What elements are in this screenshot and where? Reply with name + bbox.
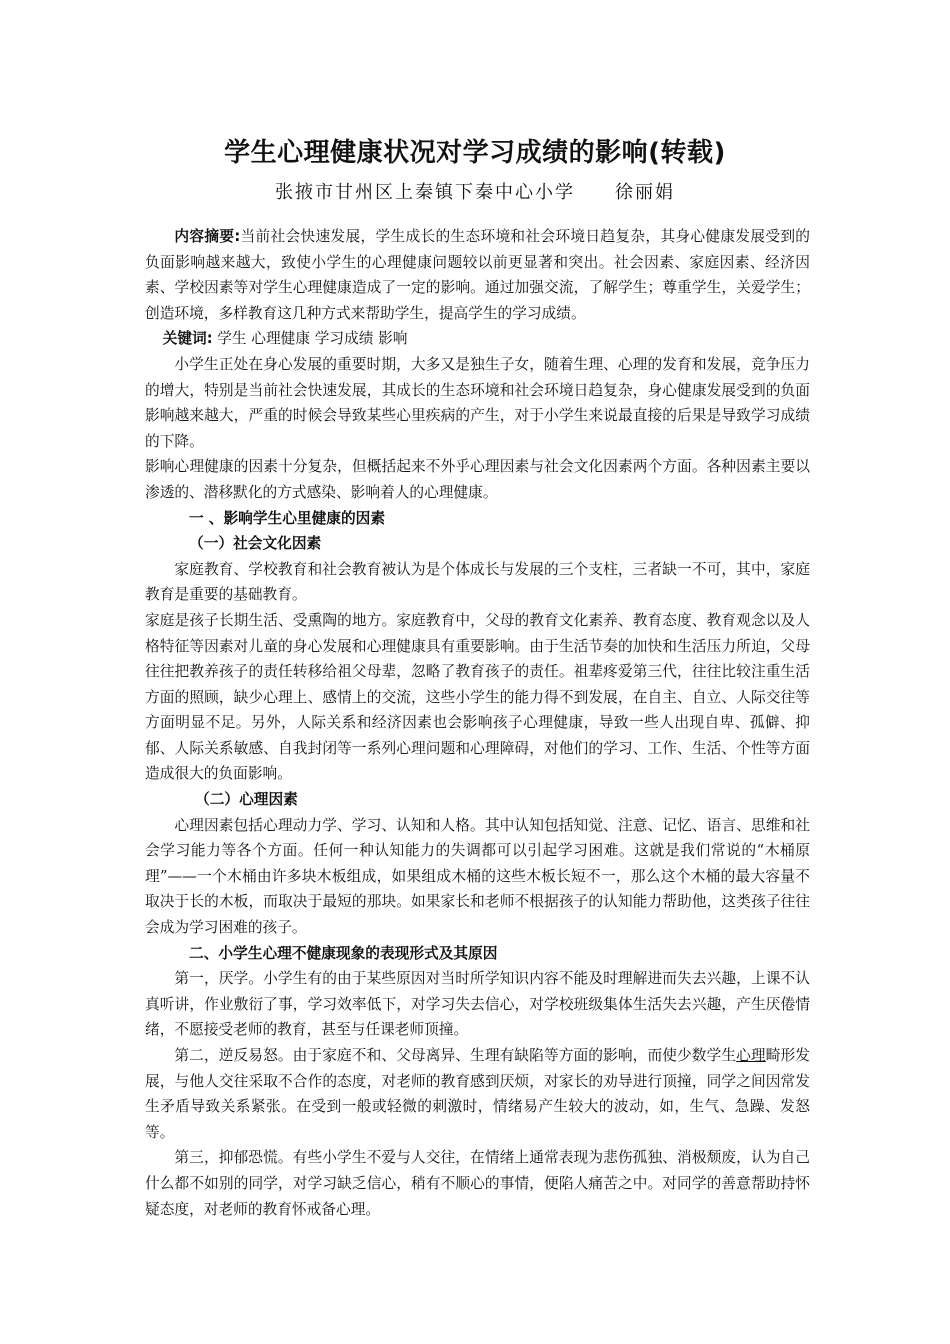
section1-paragraph-b: 家庭是孩子长期生活、受熏陶的地方。家庭教育中，父母的教育文化素养、教育态度、教育观念以及人格特征等因素对儿童的身心发展和心理健康具有重要影响。由于生活节奏的加快和生活压力所迫，父母往往把教养孩子的责任转移给祖父母辈，忽略了教育孩子的责任。祖辈疼爱第三代，往往比较注重生活方面的照顾，缺少心理上、感情上的交流，这些小学生的能力得不到发展，在自主、自立、人际交往等方面明显不足。另外，人际关系和经济因素也会影响孩子心理健康，导致一些人出现自卑、孤僻、抑郁、人际关系敏感、自我封闭等一系列心理问题和心理障碍，对他们的学习、工作、生活、个性等方面造成很大的负面影响。 bbox=[145, 611, 810, 783]
document-title: 学生心理健康状况对学习成绩的影响(转载) bbox=[224, 138, 726, 168]
subsection-heading-1: （一）社会文化因素 bbox=[189, 535, 322, 553]
abstract-text: 当前社会快速发展，学生成长的生态环境和社会环境日趋复杂，其身心健康发展受到的负面影响越来越大，致使小学生的心理健康问题较以前更显著和突出。社会因素、家庭因素、经济因素、学校因素等对学生心理健康造成了一定的影响。通过加强交流，了解学生；尊重学生，关爱学生；创造环境，多样教育这几种方式来帮助学生，提高学生的学习成绩。 bbox=[145, 228, 810, 322]
second-point-paragraph bbox=[145, 1043, 810, 1145]
keywords-label: 关键词: bbox=[162, 330, 213, 348]
section1-paragraph-a: 家庭教育、学校教育和社会教育被认为是个体成长与发展的三个支柱，三者缺一不可，其中，家庭教育是重要的基础教育。 bbox=[145, 560, 810, 604]
second-point-text-b: 畸形发展，与他人交往采取不合作的态度，对老师的教育感到厌烦，对家长的劝导进行顶撞，同学之间因常发生矛盾导致关系紧张。在受到一般或轻微的刺激时，情绪易产生较大的波动，如，生气、急躁、发怒等。 bbox=[145, 1047, 810, 1141]
author-organization: 张掖市甘州区上秦镇下秦中心小学 bbox=[275, 182, 575, 203]
keywords-paragraph bbox=[145, 326, 810, 352]
first-point-paragraph: 第一，厌学。小学生有的由于某些原因对当时所学知识内容不能及时理解进而失去兴趣，上课不认真听讲，作业敷衍了事，学习效率低下，对学习失去信心，对学校班级集体生活失去兴趣，产生厌倦情绪，不愿接受老师的教育，甚至与任课老师顶撞。 bbox=[145, 970, 810, 1039]
section-heading-1: 一 、影响学生心里健康的因素 bbox=[189, 509, 386, 527]
abstract-paragraph bbox=[145, 224, 810, 326]
subsection-heading-2: （二）心理因素 bbox=[195, 791, 298, 809]
author-line bbox=[0, 178, 950, 204]
document-body bbox=[145, 224, 810, 1222]
intro-paragraph-1: 小学生正处在身心发展的重要时期，大多又是独生子女，随着生理、心理的发育和发展，竞争压力的增大，特别是当前社会快速发展，其成长的生态环境和社会环境日趋复杂，身心健康发展受到的负面影响越来越大，严重的时候会导致某些心里疾病的产生，对于小学生来说最直接的后果是导致学习成绩的下降。 bbox=[145, 355, 810, 450]
author-name: 徐丽娟 bbox=[615, 182, 675, 203]
third-point-paragraph: 第三，抑郁恐慌。有些小学生不爱与人交往，在情绪上通常表现为悲伤孤独、消极颓废，认为自己什么都不如别的同学，对学习缺乏信心，稍有不顺心的事情，便陷人痛苦之中。对同学的善意帮助持怀疑态度，对老师的教育怀戒备心理。 bbox=[145, 1149, 810, 1218]
intro-paragraph-2: 影响心理健康的因素十分复杂，但概括起来不外乎心理因素与社会文化因素两个方面。各种因素主要以渗透的、潜移默化的方式感染、影响着人的心理健康。 bbox=[145, 458, 810, 501]
section-heading-2: 二、小学生心理不健康现象的表现形式及其原因 bbox=[189, 944, 498, 962]
abstract-label: 内容摘要: bbox=[174, 228, 241, 245]
section2-paragraph: 心理因素包括心理动力学、学习、认知和人格。其中认知包括知觉、注意、记忆、语言、思维和社会学习能力等各个方面。任何一种认知能力的失调都可以引起学习困难。这就是我们常说的“木桶原理”——一个木桶由许多块木板组成，如果组成木桶的这些木板长短不一，那么这个木桶的最大容量不取决于长的木板，而取决于最短的那块。如果家长和老师不根据孩子的认知能力帮助他，这类孩子往往会成为学习困难的孩子。 bbox=[145, 816, 810, 937]
psychology-link[interactable]: 心理 bbox=[736, 1047, 766, 1064]
second-point-text-a: 第二，逆反易怒。由于家庭不和、父母离异、生理有缺陷等方面的影响，而使少数学生 bbox=[174, 1047, 737, 1064]
keywords-text: 学生 心理健康 学习成绩 影响 bbox=[217, 330, 408, 348]
